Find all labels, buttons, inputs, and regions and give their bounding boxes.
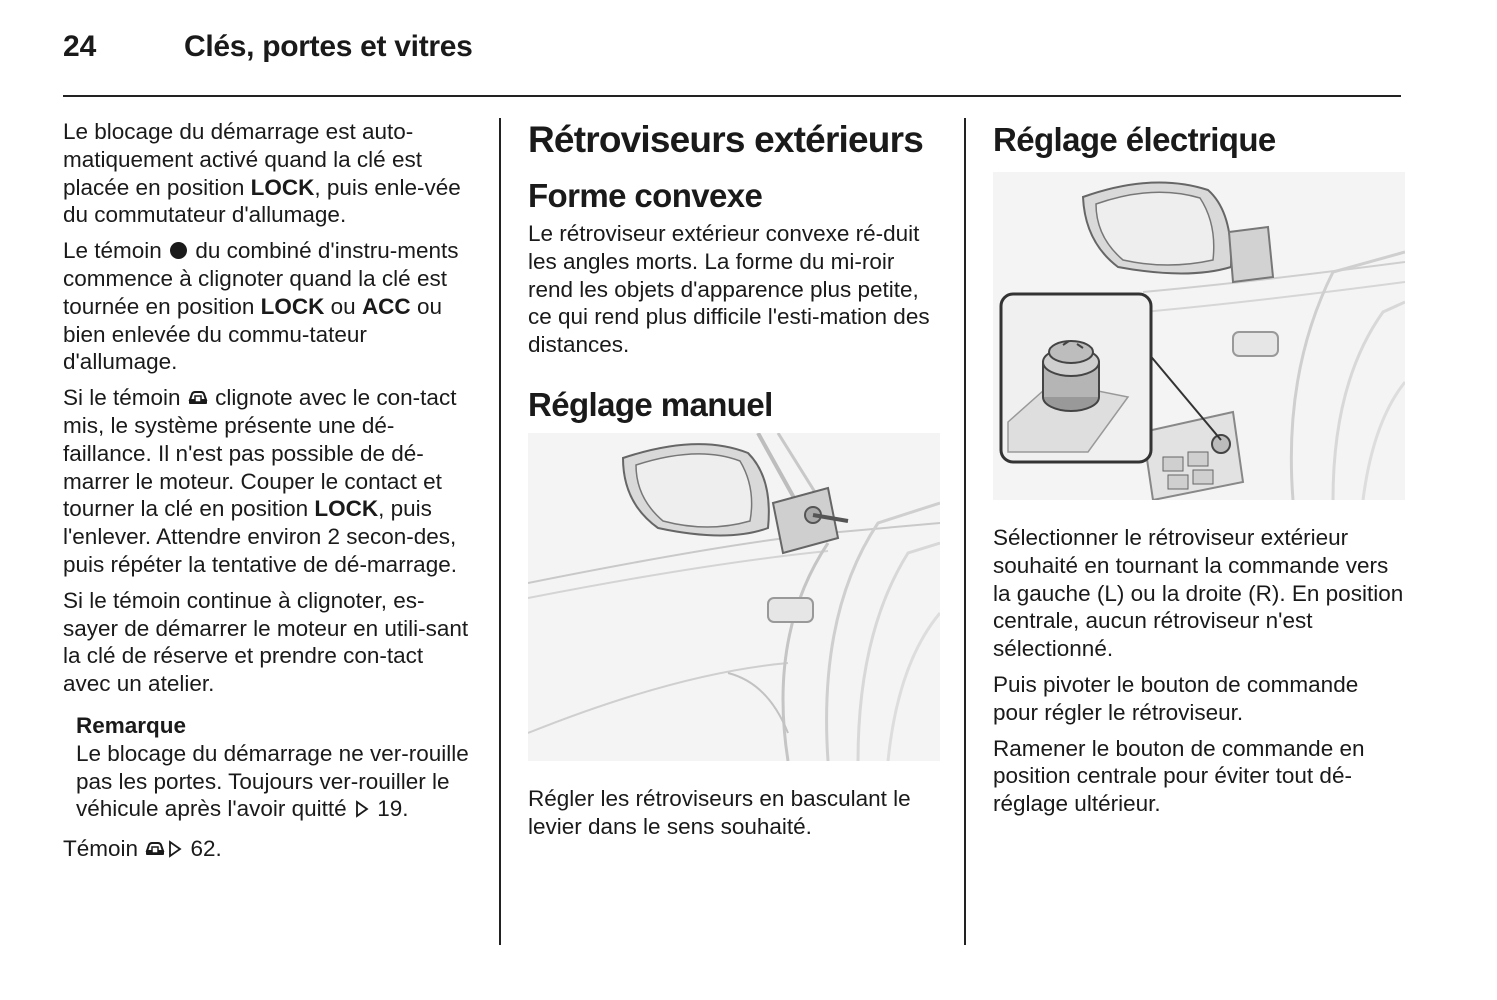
paragraph-select-mirror: Sélectionner le rétroviseur extérieur souhaité en tournant la commande vers la gauche (L) ou la droite (R). En position centrale, aucun rétroviseur n'est sélectionné.: [993, 525, 1404, 662]
note-box: [76, 712, 475, 823]
figure-manual-mirror: [528, 433, 940, 761]
note-title: Remarque: [76, 712, 187, 738]
arrow-right-outline-icon: [168, 840, 182, 858]
column-middle: [528, 118, 940, 849]
paragraph-immobilizer-auto: Le blocage du démarrage est auto-matiquement activé quand la clé est placée en position LOCK, puis enle-vée du commutateur d'allumage.: [63, 119, 461, 228]
paragraph-spare-key: Si le témoin continue à clignoter, es-sayer de démarrer le moteur en utili-sant la clé de réserve et prendre con-tact avec un atelier.: [63, 587, 469, 697]
paragraph-fault: Si le témoin clignote avec le con-tact mis, le système présente une dé-faillance. Il n'est pas possible de dé-marrer le moteur. Couper le contact et tourner la clé en position LOCK, puis l'enlever. Attendre environ 2 secon-des, puis répéter la tentative de dé-marrage.: [63, 385, 457, 577]
chapter-title: Clés, portes et vitres: [184, 30, 473, 63]
subheading-convex: Forme convexe: [528, 177, 763, 214]
column-right: [993, 118, 1405, 826]
arrow-right-outline-icon: [355, 800, 369, 818]
paragraph-indicator-ref: Témoin 62.: [63, 836, 222, 862]
column-divider-1: [499, 118, 501, 945]
column-divider-2: [964, 118, 966, 945]
figure-electric-mirror: [993, 172, 1405, 500]
subheading-electric: Réglage électrique: [993, 121, 1276, 158]
car-key-lock-icon: [187, 388, 209, 408]
filled-circle-icon: [170, 242, 187, 259]
page-header: [63, 30, 1401, 70]
paragraph-convex: Le rétroviseur extérieur convexe ré-duit les angles morts. La forme du mi-roir rend les objets d'apparence plus petite, ce qui rend plus difficile l'esti-mation des distances.: [528, 221, 930, 358]
paragraph-manual: Régler les rétroviseurs en basculant le levier dans le sens souhaité.: [528, 785, 911, 839]
header-rule: [63, 95, 1401, 97]
paragraph-indicator-blink: Le témoin du combiné d'instru-ments commence à clignoter quand la clé est tournée en position LOCK ou ACC ou bien enlevée du commu-tateur d'allumage.: [63, 238, 459, 375]
note-body: Le blocage du démarrage ne ver-rouille pas les portes. Toujours ver-rouiller le véhicule après l'avoir quitté 19.: [76, 740, 469, 822]
paragraph-pivot-button: Puis pivoter le bouton de commande pour régler le rétroviseur.: [993, 671, 1359, 725]
column-left: [63, 118, 475, 871]
section-heading-mirrors: Rétroviseurs extérieurs: [528, 119, 923, 160]
page-number: 24: [63, 30, 97, 63]
subheading-manual: Réglage manuel: [528, 385, 773, 423]
car-key-lock-icon: [144, 839, 166, 859]
paragraph-return-center: Ramener le bouton de commande en position centrale pour éviter tout dé-réglage ultérieur.: [993, 735, 1365, 817]
